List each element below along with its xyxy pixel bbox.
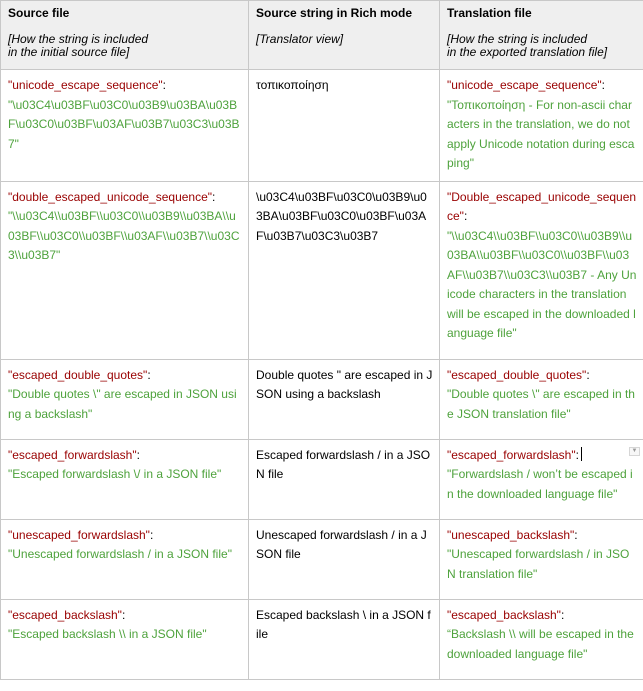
source-file-cell[interactable] (1, 70, 249, 182)
header-translation-file (440, 1, 643, 70)
rich-mode-cell[interactable] (249, 519, 440, 599)
rich-string: τοπικοποίηση (256, 78, 329, 92)
rich-string: Escaped forwardslash / in a JSON file (256, 447, 431, 481)
translation-file-cell[interactable] (440, 359, 643, 439)
translation-value: "Double quotes \" are escaped in the JSON translation file" (447, 387, 635, 421)
source-file-cell[interactable] (1, 359, 249, 439)
colon: : (601, 78, 605, 92)
translation-file-cell[interactable] (440, 519, 643, 599)
translation-value: “Backslash \\ will be escaped in the downloaded language file" (447, 627, 634, 661)
source-file-cell[interactable] (1, 439, 249, 519)
colon: : (121, 607, 126, 622)
header-title: Source file (8, 6, 70, 20)
colon: : (136, 447, 140, 462)
table-row (1, 359, 643, 439)
table-row (1, 181, 643, 359)
table-row (1, 439, 643, 519)
source-value: "Escaped backslash \\ in a JSON file" (8, 627, 207, 641)
source-value: "\u03C4\u03BF\u03C0\u03B9\u03BA\u03BF\u03C0\u03BF\u03AF\u03B7\u03C3\u03B7" (8, 97, 240, 151)
rich-mode-cell[interactable] (249, 181, 440, 359)
translation-value: "Forwardslash / won’t be escaped in the downloaded language file" (447, 467, 633, 501)
translation-file-cell[interactable] (440, 70, 643, 182)
source-key: "escaped_forwardslash" (8, 447, 137, 462)
source-key: "double_escaped_unicode_sequence" (8, 189, 213, 204)
rich-mode-cell[interactable] (249, 439, 440, 519)
source-value: "Double quotes \" are escaped in JSON using a backslash" (8, 387, 237, 421)
translation-key: "escaped_backslash" (447, 607, 561, 622)
translation-value: "Unescaped forwardslash / in JSON translation file" (447, 547, 630, 581)
header-row (1, 1, 643, 70)
text-cursor (581, 447, 582, 461)
source-file-cell[interactable] (1, 181, 249, 359)
colon: : (560, 607, 565, 622)
translation-key: "unicode_escape_sequence" (447, 78, 602, 92)
table-row (1, 599, 643, 679)
rich-mode-cell[interactable] (249, 599, 440, 679)
source-key: "escaped_double_quotes" (8, 367, 148, 382)
active-cell-wrapper (447, 446, 637, 505)
translation-file-cell[interactable] (440, 599, 643, 679)
source-value: "Escaped forwardslash \/ in a JSON file" (8, 467, 222, 481)
rich-string: Double quotes " are escaped in JSON using a backslash (256, 367, 433, 401)
table-row (1, 519, 643, 599)
colon: : (147, 367, 151, 382)
translation-file-cell[interactable] (440, 181, 643, 359)
translation-key: "escaped_forwardslash" (447, 447, 576, 462)
chevron-down-icon[interactable]: ▼ (629, 447, 640, 456)
colon: : (212, 189, 216, 204)
rich-mode-cell[interactable] (249, 70, 440, 182)
rich-mode-cell[interactable] (249, 359, 440, 439)
table-row (1, 70, 643, 182)
colon: : (575, 447, 579, 462)
header-rich-mode (249, 1, 440, 70)
rich-string: Unescaped forwardslash / in a JSON file (256, 527, 427, 561)
rich-string: Escaped backslash \ in a JSON file (256, 607, 431, 641)
header-subtitle: [How the string is included in the initial source file] (8, 32, 149, 59)
header-title: Translation file (447, 6, 532, 20)
colon: : (586, 367, 590, 382)
translation-value: "\\u03C4\\u03BF\\u03C0\\u03B9\\u03BA\\u03BF\\u03C0\\u03BF\\u03AF\\u03B7\\u03C3\\u03B7 - Any Unicode characters in the translation will be escaped in the downloaded language file" (447, 228, 637, 340)
translation-key: "unescaped_backslash" (447, 527, 575, 542)
colon: : (463, 209, 468, 223)
header-subtitle: [How the string is included in the exported translation file] (447, 32, 608, 59)
source-file-cell[interactable] (1, 519, 249, 599)
rich-string: \u03C4\u03BF\u03C0\u03B9\u03BA\u03BF\u03C0\u03BF\u03AF\u03B7\u03C3\u03B7 (256, 189, 427, 243)
source-key: "escaped_backslash" (8, 607, 122, 622)
source-value: "Unescaped forwardslash / in a JSON file" (8, 547, 232, 561)
translation-key: "Double_escaped_unicode_sequence" (447, 189, 637, 223)
translation-key: "escaped_double_quotes" (447, 367, 587, 382)
source-key: "unicode_escape_sequence" (8, 78, 163, 92)
translation-value: "Τοπικοποίηση - For non-ascii characters in the translation, we do not apply Unicode notation during escaping" (447, 97, 635, 170)
colon: : (149, 527, 154, 542)
colon: : (162, 78, 166, 92)
colon: : (574, 527, 578, 542)
header-subtitle: [Translator view] (256, 32, 344, 46)
source-key: "unescaped_forwardslash" (8, 527, 150, 542)
source-file-cell[interactable] (1, 599, 249, 679)
header-title: Source string in Rich mode (256, 6, 413, 20)
header-source-file (1, 1, 249, 70)
translation-file-cell-active[interactable] (440, 439, 643, 519)
source-value: "\\u03C4\\u03BF\\u03C0\\u03B9\\u03BA\\u03BF\\u03C0\\u03BF\\u03AF\\u03B7\\u03C3\\u03B7" (8, 209, 240, 262)
